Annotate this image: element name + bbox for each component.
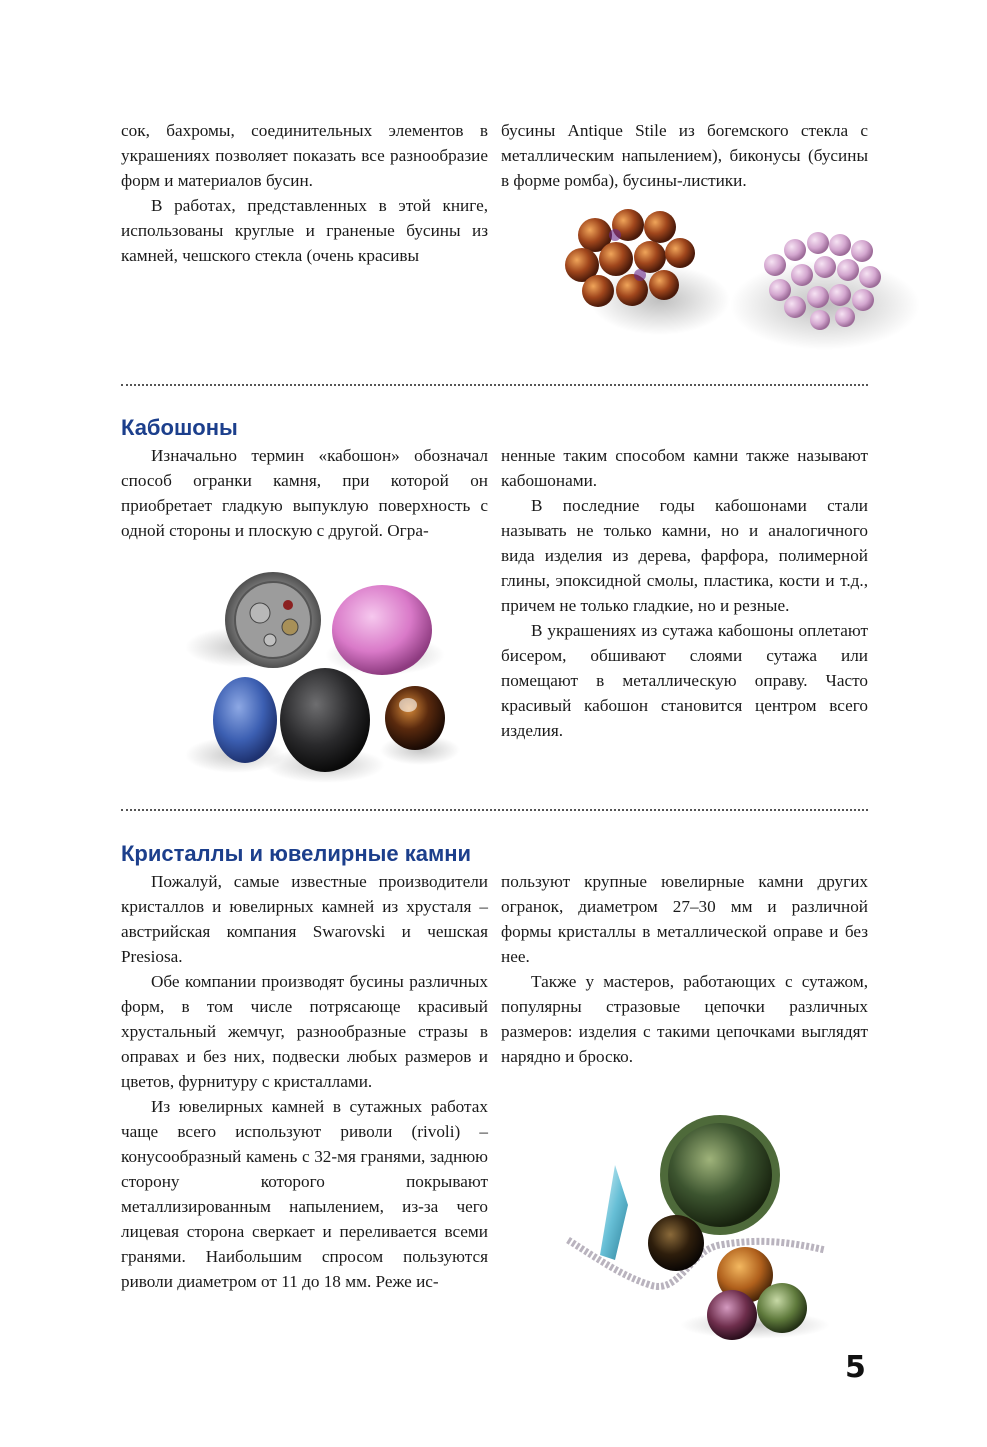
plum-rivoli [707,1290,757,1340]
section-heading-crystals: Кристаллы и ювелирные камни [121,841,472,866]
top-left-column [121,118,488,268]
paragraph: Также у мастеров, работающих с сутажом, популярны стразовые цепочки различных размеров: изделия с такими цепочками выглядят нарядно и броско. [501,972,868,1066]
cabochons-right-column [501,443,868,743]
amber-beads [565,209,695,307]
blue-cabochon [213,677,277,763]
cabochons-photo [140,555,485,785]
tiger-eye-cabochon [385,686,445,750]
paragraph: В украшениях из сутажа кабошоны оплетают бисером, обшивают слоями сутажа или помещают в металлическую оправу. Часто красивый кабошон становится центром всего изделия. [501,621,868,740]
paragraph: Из ювелирных камней в сутажных работах чаще всего используют риволи (rivoli) – конусообразный камень с 32-мя гранями, заднюю сторону которого покрывают металлизированным напылением, из-за чего лицевая сторона сверкает и переливается всеми гранями. Наибольшим спросом пользуются риволи диаметром от 11 до 18 мм. Реже ис- [121,1097,488,1291]
paragraph: В последние годы кабошонами стали называть не только камни, но и аналогичного вида изделия из дерева, фарфора, полимерной глины, эпоксидной смолы, пластика, кости и т.д., причем не только гладкие, но и резные. [501,496,868,615]
page-number: 5 [845,1350,866,1385]
section-divider [121,384,868,386]
dark-round-stone [648,1215,704,1271]
paragraph: пользуют крупные ювелирные камни других огранок, диаметром 27–30 мм и различной формы кристаллы в металлической оправе и без нее. [501,872,868,966]
dark-cabochon [280,668,370,772]
paragraph: ненные таким способом камни также называют кабошонами. [501,446,868,490]
cabochons-left-column [121,443,488,543]
paragraph: Пожалуй, самые известные производители кристаллов и ювелирных камней из хрусталя – австрийская компания Swarovski и чешская Presiosa. [121,872,488,966]
paragraph: Изначально термин «кабошон» обозначал способ огранки камня, при которой он приобретает гладкую выпуклую поверхность с одной стороны и плоскую с другой. Огра- [121,446,488,540]
section-heading-cabochons: Кабошоны [121,415,238,440]
paragraph: бусины Antique Stile из богемского стекла с металлическим напылением), биконусы (бусины в форме ромба), бусины-листики. [501,121,868,190]
olive-rivoli [757,1283,807,1333]
paragraph: В работах, представленных в этой книге, использованы круглые и граненые бусины из камней, чешского стекла (очень красивы [121,196,488,265]
beads-photo [520,195,920,360]
section-divider [121,809,868,811]
paragraph: сок, бахромы, соединительных элементов в украшениях позволяет показать все разнообразие форм и материалов бусин. [121,121,488,190]
crystals-right-column [501,869,868,1069]
paragraph: Обе компании производят бусины различных форм, в том числе потрясающе красивый хрустальный жемчуг, разнообразные стразы в оправах и без них, подвески любых размеров и цветов, фурнитуру с кристаллами. [121,972,488,1091]
pink-cabochon [332,585,432,675]
crystals-left-column [121,869,488,1294]
watch-mechanism [225,572,321,668]
top-right-column [501,118,868,193]
crystals-photo [560,1110,850,1340]
